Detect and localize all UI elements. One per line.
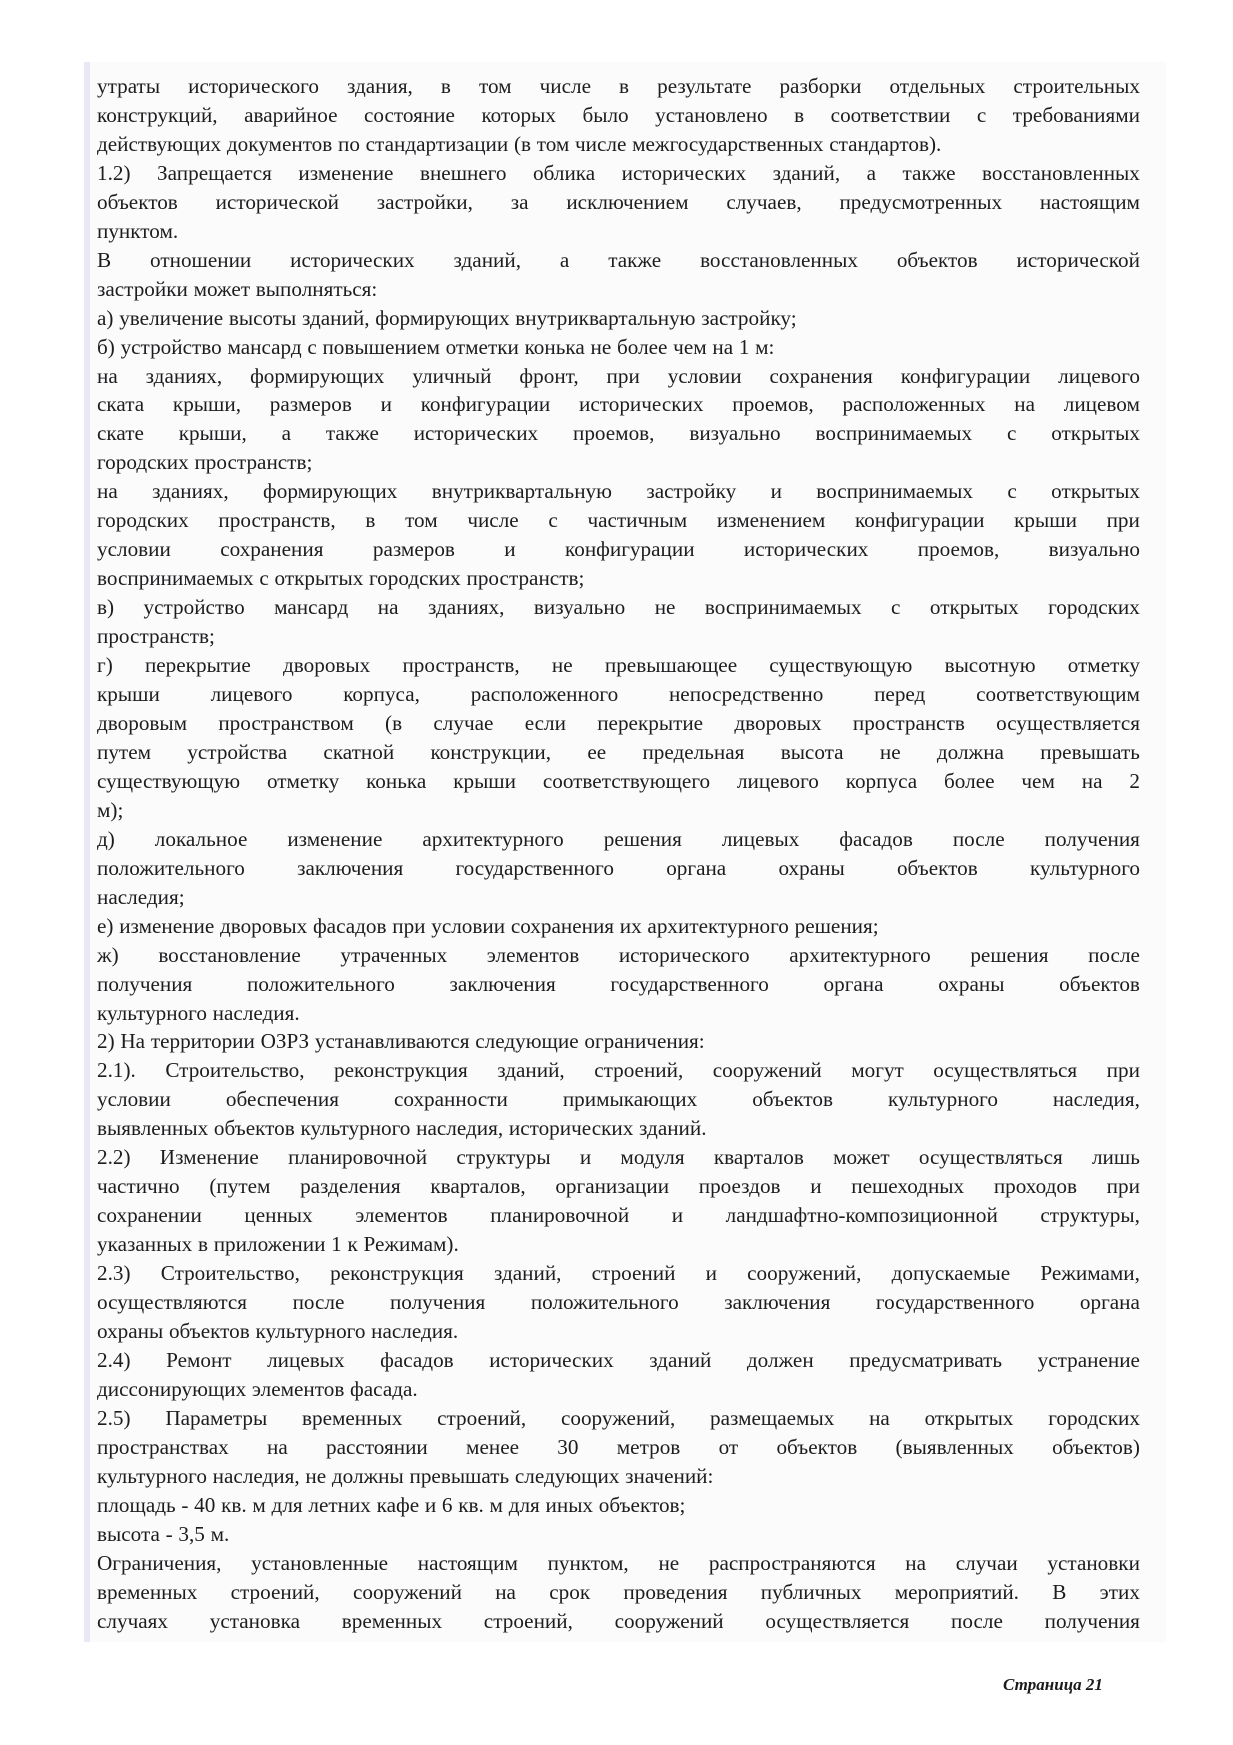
- text-line: наследия;: [97, 884, 185, 909]
- text-line: культурного наследия.: [97, 1000, 300, 1025]
- text-line: указанных в приложении 1 к Режимам).: [97, 1232, 459, 1257]
- text-line: пространств;: [97, 624, 215, 649]
- document-body: [97, 72, 1140, 1635]
- text-line: на зданиях, формирующих уличный фронт, при условии сохранения конфигурации лицевого: [97, 363, 1140, 388]
- text-line: Ограничения, установленные настоящим пунктом, не распространяются на случаи установки: [97, 1550, 1140, 1575]
- text-line: пространствах на расстоянии менее 30 метров от объектов (выявленных объектов): [97, 1434, 1140, 1459]
- text-line: м);: [97, 797, 124, 822]
- text-line: б) устройство мансард с повышением отметки конька не более чем на 1 м:: [97, 334, 775, 359]
- text-line: В отношении исторических зданий, а также восстановленных объектов исторической: [97, 247, 1140, 272]
- text-line: 2) На территории ОЗРЗ устанавливаются следующие ограничения:: [97, 1029, 705, 1054]
- text-line: ската крыши, размеров и конфигурации исторических проемов, расположенных на лицевом: [97, 392, 1140, 417]
- text-line: скате крыши, а также исторических проемов, визуально воспринимаемых с открытых: [97, 421, 1140, 446]
- text-line: конструкций, аварийное состояние которых было установлено в соответствии с требованиями: [97, 102, 1140, 127]
- text-line: существующую отметку конька крыши соответствующего лицевого корпуса более чем на 2: [97, 768, 1140, 793]
- text-line: 1.2) Запрещается изменение внешнего облика исторических зданий, а также восстановленных: [97, 160, 1140, 185]
- text-line: е) изменение дворовых фасадов при условии сохранения их архитектурного решения;: [97, 913, 879, 938]
- text-line: сохранении ценных элементов планировочной и ландшафтно-композиционной структуры,: [97, 1203, 1140, 1228]
- text-line: дворовым пространством (в случае если перекрытие дворовых пространств осуществляется: [97, 710, 1140, 735]
- text-line: условии сохранения размеров и конфигурации исторических проемов, визуально: [97, 537, 1140, 562]
- text-line: 2.3) Строительство, реконструкция зданий, строений и сооружений, допускаемые Режимами,: [97, 1261, 1140, 1286]
- text-line: объектов исторической застройки, за исключением случаев, предусмотренных настоящим: [97, 189, 1140, 214]
- text-line: пунктом.: [97, 218, 179, 243]
- text-line: частично (путем разделения кварталов, организации проездов и пешеходных проходов при: [97, 1174, 1140, 1199]
- text-line: выявленных объектов культурного наследия, исторических зданий.: [97, 1116, 707, 1141]
- text-line: крыши лицевого корпуса, расположенного непосредственно перед соответствующим: [97, 682, 1140, 707]
- text-line: культурного наследия, не должны превышать следующих значений:: [97, 1463, 714, 1488]
- text-line: а) увеличение высоты зданий, формирующих внутриквартальную застройку;: [97, 305, 797, 330]
- text-line: на зданиях, формирующих внутриквартальную застройку и воспринимаемых с открытых: [97, 479, 1140, 504]
- text-line: городских пространств, в том числе с частичным изменением конфигурации крыши при: [97, 508, 1140, 533]
- text-line: временных строений, сооружений на срок проведения публичных мероприятий. В этих: [97, 1579, 1140, 1604]
- text-line: получения положительного заключения государственного органа охраны объектов: [97, 971, 1140, 996]
- text-line: площадь - 40 кв. м для летних кафе и 6 кв. м для иных объектов;: [97, 1492, 686, 1517]
- text-line: городских пространств;: [97, 450, 313, 475]
- text-line: застройки может выполняться:: [97, 276, 378, 301]
- text-line: случаях установка временных строений, сооружений осуществляется после получения: [97, 1608, 1140, 1633]
- text-line: диссонирующих элементов фасада.: [97, 1376, 418, 1401]
- text-line: д) локальное изменение архитектурного решения лицевых фасадов после получения: [97, 826, 1140, 851]
- text-line: охраны объектов культурного наследия.: [97, 1318, 459, 1343]
- text-line: 2.1). Строительство, реконструкция зданий, строений, сооружений могут осуществляться при: [97, 1058, 1140, 1083]
- text-line: 2.4) Ремонт лицевых фасадов исторических зданий должен предусматривать устранение: [97, 1347, 1140, 1372]
- text-line: утраты исторического здания, в том числе в результате разборки отдельных строительных: [97, 74, 1140, 98]
- text-line: ж) восстановление утраченных элементов исторического архитектурного решения после: [97, 942, 1140, 967]
- page-number-footer: Страница 21: [1003, 1675, 1103, 1694]
- text-line: действующих документов по стандартизации (в том числе межгосударственных стандартов).: [97, 131, 942, 156]
- text-line: осуществляются после получения положительного заключения государственного органа: [97, 1290, 1140, 1315]
- text-line: положительного заключения государственного органа охраны объектов культурного: [97, 855, 1140, 880]
- text-line: условии обеспечения сохранности примыкающих объектов культурного наследия,: [97, 1087, 1140, 1112]
- text-line: путем устройства скатной конструкции, ее предельная высота не должна превышать: [97, 739, 1140, 764]
- text-line: высота - 3,5 м.: [97, 1521, 230, 1546]
- text-line: г) перекрытие дворовых пространств, не превышающее существующую высотную отметку: [97, 653, 1140, 678]
- text-line: 2.5) Параметры временных строений, сооружений, размещаемых на открытых городских: [97, 1405, 1140, 1430]
- text-line: 2.2) Изменение планировочной структуры и модуля кварталов может осуществляться лишь: [97, 1145, 1140, 1170]
- text-line: воспринимаемых с открытых городских пространств;: [97, 566, 585, 591]
- text-line: в) устройство мансард на зданиях, визуально не воспринимаемых с открытых городских: [97, 595, 1140, 620]
- scan-edge-strip: [84, 62, 90, 1642]
